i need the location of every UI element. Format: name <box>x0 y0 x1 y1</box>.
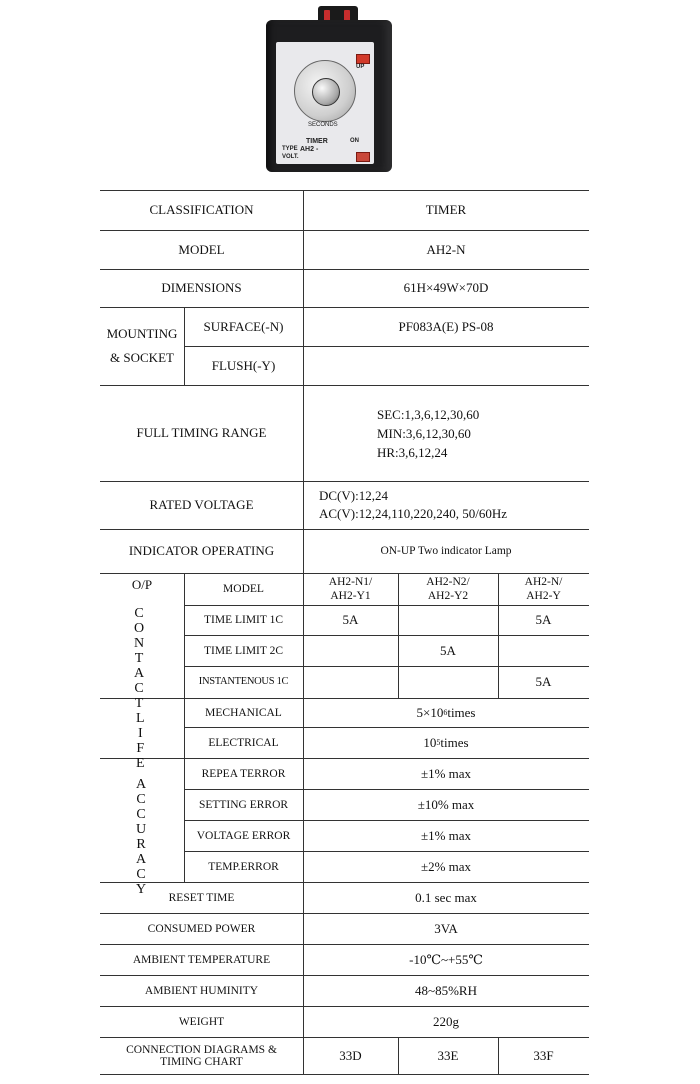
voltage-error-value: ±1% max <box>420 827 472 843</box>
setting-error-value: ±10% max <box>417 796 475 812</box>
voltage-error-label: VOLTAGE ERROR <box>196 829 291 842</box>
up-label: UP <box>356 64 365 70</box>
diagram-33d: 33D <box>339 1047 362 1063</box>
mounting-label <box>100 307 184 385</box>
ambient-humidity-value: 48~85%RH <box>415 982 477 998</box>
model-1-line2: AH2-Y1 <box>330 590 371 602</box>
timing-minutes: MIN:3,6,12,30,60 <box>377 425 471 441</box>
accuracy-letter: R <box>136 837 146 852</box>
time-limit-2c-model1 <box>303 635 398 666</box>
timing-range-label: FULL TIMING RANGE <box>136 425 267 440</box>
up-indicator-lamp <box>356 54 370 64</box>
ac-voltage: AC(V):12,24,110,220,240, 50/60Hz <box>319 506 508 521</box>
rated-voltage-label: RATED VOLTAGE <box>149 497 254 512</box>
dial-knob <box>312 78 340 106</box>
diagram-33e: 33E <box>437 1047 459 1063</box>
contact-model-label: MODEL <box>223 583 264 595</box>
ambient-temperature-label: AMBIENT TEMPERATURE <box>132 953 271 966</box>
contact-letter: O <box>134 621 145 636</box>
surface-value: PF083A(E) PS-08 <box>398 318 494 334</box>
op-label: O/P <box>131 577 153 592</box>
life-letter: I <box>137 726 143 741</box>
electrical-value: 10 5 times <box>423 734 469 750</box>
mechanical-label: MECHANICAL <box>205 706 282 719</box>
accuracy-vertical-label <box>136 777 146 897</box>
repeat-error-label: REPEA TERROR <box>201 767 286 780</box>
life-letter: L <box>136 711 145 726</box>
contact-letter: N <box>134 636 145 651</box>
reset-time-value: 0.1 sec max <box>415 889 477 905</box>
contact-letter: C <box>134 681 144 696</box>
volt-label: VOLT. <box>282 154 299 160</box>
mounting-label-line1: MOUNTING <box>106 326 178 341</box>
consumed-power-label: CONSUMED POWER <box>147 922 256 935</box>
mechanical-base: 5×10 <box>416 704 444 720</box>
life-letter: F <box>136 741 145 756</box>
electrical-unit: times <box>440 734 469 750</box>
model-3-line1: AH2-N/ <box>524 576 563 588</box>
weight-value: 220g <box>433 1013 459 1029</box>
model-3-line2: AH2-Y <box>526 590 561 602</box>
accuracy-letter: Y <box>136 882 147 897</box>
model-value: AH2-N <box>426 241 466 257</box>
electrical-label: ELECTRICAL <box>208 736 279 749</box>
classification-value: TIMER <box>425 202 467 217</box>
mechanical-unit: times <box>447 704 476 720</box>
setting-error-label: SETTING ERROR <box>198 798 289 811</box>
flush-value <box>303 346 589 385</box>
ambient-temperature-value: -10℃~+55℃ <box>409 951 483 967</box>
time-limit-2c-model2: 5A <box>440 642 456 658</box>
instantaneous-1c-model1 <box>303 666 398 698</box>
on-indicator-lamp <box>356 152 370 162</box>
connection-diagrams-line2: TIMING CHART <box>160 1055 243 1068</box>
flush-label: FLUSH(-Y) <box>211 357 276 373</box>
timer-housing <box>266 20 392 172</box>
classification-label: CLASSIFICATION <box>149 202 254 217</box>
contact-model-3 <box>498 573 589 605</box>
instantaneous-1c-label: INSTANTENOUS 1C <box>198 676 289 687</box>
life-letter: E <box>136 756 145 771</box>
on-label: ON <box>350 138 359 144</box>
reset-time-label: RESET TIME <box>168 891 235 904</box>
accuracy-letter: U <box>136 822 147 837</box>
temp-error-value: ±2% max <box>420 858 472 874</box>
contact-letter: A <box>134 666 145 681</box>
contact-vertical-label <box>134 606 144 711</box>
ambient-humidity-label: AMBIENT HUMINITY <box>144 984 259 997</box>
accuracy-letter: C <box>136 807 146 822</box>
contact-model-2 <box>398 573 498 605</box>
mounting-label-line2: & SOCKET <box>110 350 174 365</box>
accuracy-letter: C <box>136 867 146 882</box>
contact-letter: T <box>134 696 144 711</box>
timing-hours: HR:3,6,12,24 <box>377 444 448 460</box>
timer-faceplate <box>276 42 374 164</box>
time-limit-1c-model1: 5A <box>342 612 359 627</box>
type-label: TYPE <box>282 146 298 152</box>
model-2-line2: AH2-Y2 <box>427 590 469 602</box>
timing-range-values <box>303 385 589 481</box>
seconds-label: SECONDS <box>308 122 338 128</box>
model-1-line1: AH2-N1/ <box>328 576 373 588</box>
model-2-line1: AH2-N2/ <box>426 576 470 588</box>
time-limit-2c-model3 <box>498 635 589 666</box>
indicator-label: INDICATOR OPERATING <box>128 543 275 558</box>
electrical-base: 10 <box>423 734 437 750</box>
time-limit-1c-model2 <box>398 605 498 635</box>
instantaneous-1c-model2 <box>398 666 498 698</box>
mechanical-value: 5×10 6 times <box>416 704 476 720</box>
timer-product-image <box>266 6 392 172</box>
time-limit-2c-label: TIME LIMIT 2C <box>203 644 283 657</box>
consumed-power-value: 3VA <box>434 920 458 936</box>
surface-label: SURFACE(-N) <box>203 318 284 334</box>
connection-diagrams-line1: CONNECTION DIAGRAMS & <box>126 1043 277 1056</box>
life-vertical-label <box>136 711 145 771</box>
accuracy-letter: A <box>136 852 147 867</box>
time-dial <box>294 60 356 122</box>
brand-label: TIMER <box>306 138 328 145</box>
connection-diagrams-label <box>100 1037 303 1074</box>
weight-label: WEIGHT <box>178 1015 225 1028</box>
dc-voltage: DC(V):12,24 <box>319 488 388 503</box>
dimensions-value: 61H×49W×70D <box>403 280 489 295</box>
model-label: MODEL <box>178 241 225 257</box>
time-limit-1c-model3: 5A <box>535 612 552 627</box>
dimensions-label: DIMENSIONS <box>161 280 242 295</box>
contact-letter: T <box>134 651 144 666</box>
diagram-33f: 33F <box>533 1047 554 1063</box>
temp-error-label: TEMP.ERROR <box>208 860 279 873</box>
repeat-error-value: ±1% max <box>420 765 472 781</box>
accuracy-letter: A <box>136 777 147 792</box>
time-limit-1c-label: TIME LIMIT 1C <box>203 614 283 626</box>
indicator-value: ON-UP Two indicator Lamp <box>380 545 512 557</box>
rated-voltage-values <box>303 481 589 529</box>
timing-seconds: SEC:1,3,6,12,30,60 <box>377 406 480 422</box>
type-value: AH2 - <box>300 146 319 153</box>
instantaneous-1c-model3: 5A <box>535 674 552 689</box>
contact-model-1 <box>303 573 398 605</box>
accuracy-letter: C <box>136 792 146 807</box>
contact-letter: C <box>134 606 144 621</box>
